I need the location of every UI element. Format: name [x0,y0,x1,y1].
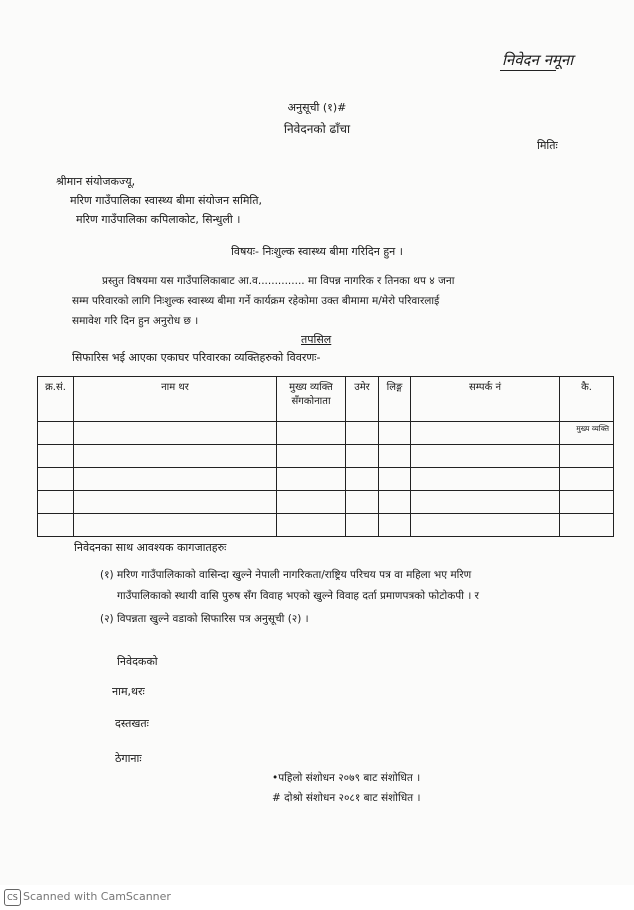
applicant-address-label: ठेगानाः [115,752,142,765]
scanner-label: Scanned with CamScanner [23,890,171,903]
applicant-signature-label: दस्तखतः [115,717,149,730]
header-remarks: कै. [560,377,614,422]
camscanner-icon: CS [4,889,21,906]
document-item-2: (२) विपन्नता खुल्ने वडाको सिफारिस पत्र अनुसूची (२) । [100,613,309,625]
applicant-name-label: नाम,थरः [112,685,145,698]
address-line-1: श्रीमान संयोजकज्यू, [56,175,136,188]
amendment-second: # दोश्रो संशोधन २०८१ बाट संशोधित । [272,792,421,804]
body-line-2: सम्म परिवारको लागि निःशुल्क स्वास्थ्य बीमा गर्ने कार्यक्रम रहेकोमा उक्त बीमामा म/मेरो परिवारलाई [72,295,440,307]
table-row [38,445,614,468]
table-row [38,514,614,537]
header-name: नाम थर [74,377,277,422]
body-line-3: समावेश गरि दिन हुन अनुरोध छ । [72,315,199,327]
family-intro: सिफारिस भई आएका एकाघर परिवारका व्यक्तिहरुको विवरणः- [72,351,321,364]
remark-note: मुख्य व्यक्ति [576,424,609,433]
header-relation: मुख्य व्यक्ति सँगकोनाता [277,377,346,422]
document-item-1-line-1: (१) मरिण गाउँपालिकाको वासिन्दा खुल्ने नेपाली नागरिकता/राष्ट्रिय परिचय पत्र वा महिला भए मरिण [100,569,472,581]
subject-line: विषयः- निःशुल्क स्वास्थ्य बीमा गरिदिन हुन । [231,245,403,258]
scanner-footer [0,885,634,910]
applicant-heading: निवेदकको [117,655,158,668]
amendment-first: •पहिलो संशोधन २०७९ बाट संशोधित । [272,772,421,784]
table-row [38,468,614,491]
address-line-2: मरिण गाउँपालिका स्वास्थ्य बीमा संयोजन समिति, [70,194,263,207]
header-gender: लिङ्ग [379,377,411,422]
table-row [38,422,614,445]
table-header-row [38,377,614,422]
schedule-label: अनुसूची (१)# [287,101,347,114]
date-label: मितिः [537,139,558,152]
document-item-1-line-2: गाउँपालिकाको स्थायी वासि पुरुष सँग विवाह भएको खुल्ने विवाह दर्ता प्रमाणपत्रको फोटोकपी । र [117,590,479,602]
documents-heading: निवेदनका साथ आवश्यक कागजातहरुः [74,541,227,554]
header-contact: सम्पर्क नं [411,377,560,422]
form-title: निवेदनको ढाँचा [283,122,351,136]
handwritten-underline [500,70,556,71]
body-line-1: प्रस्तुत विषयमा यस गाउँपालिकाबाट आ.व.............. मा विपन्न नागरिक र तिनका थप ४ जना [102,275,455,287]
family-members-table [37,376,614,537]
handwritten-note: निवेदन नमूना [502,51,574,69]
table-row [38,491,614,514]
address-line-3: मरिण गाउँपालिका कपिलाकोट, सिन्धुली । [76,213,241,226]
header-serial: क्र.सं. [38,377,74,422]
header-age: उमेर [346,377,379,422]
details-heading: तपसिल [301,333,332,346]
